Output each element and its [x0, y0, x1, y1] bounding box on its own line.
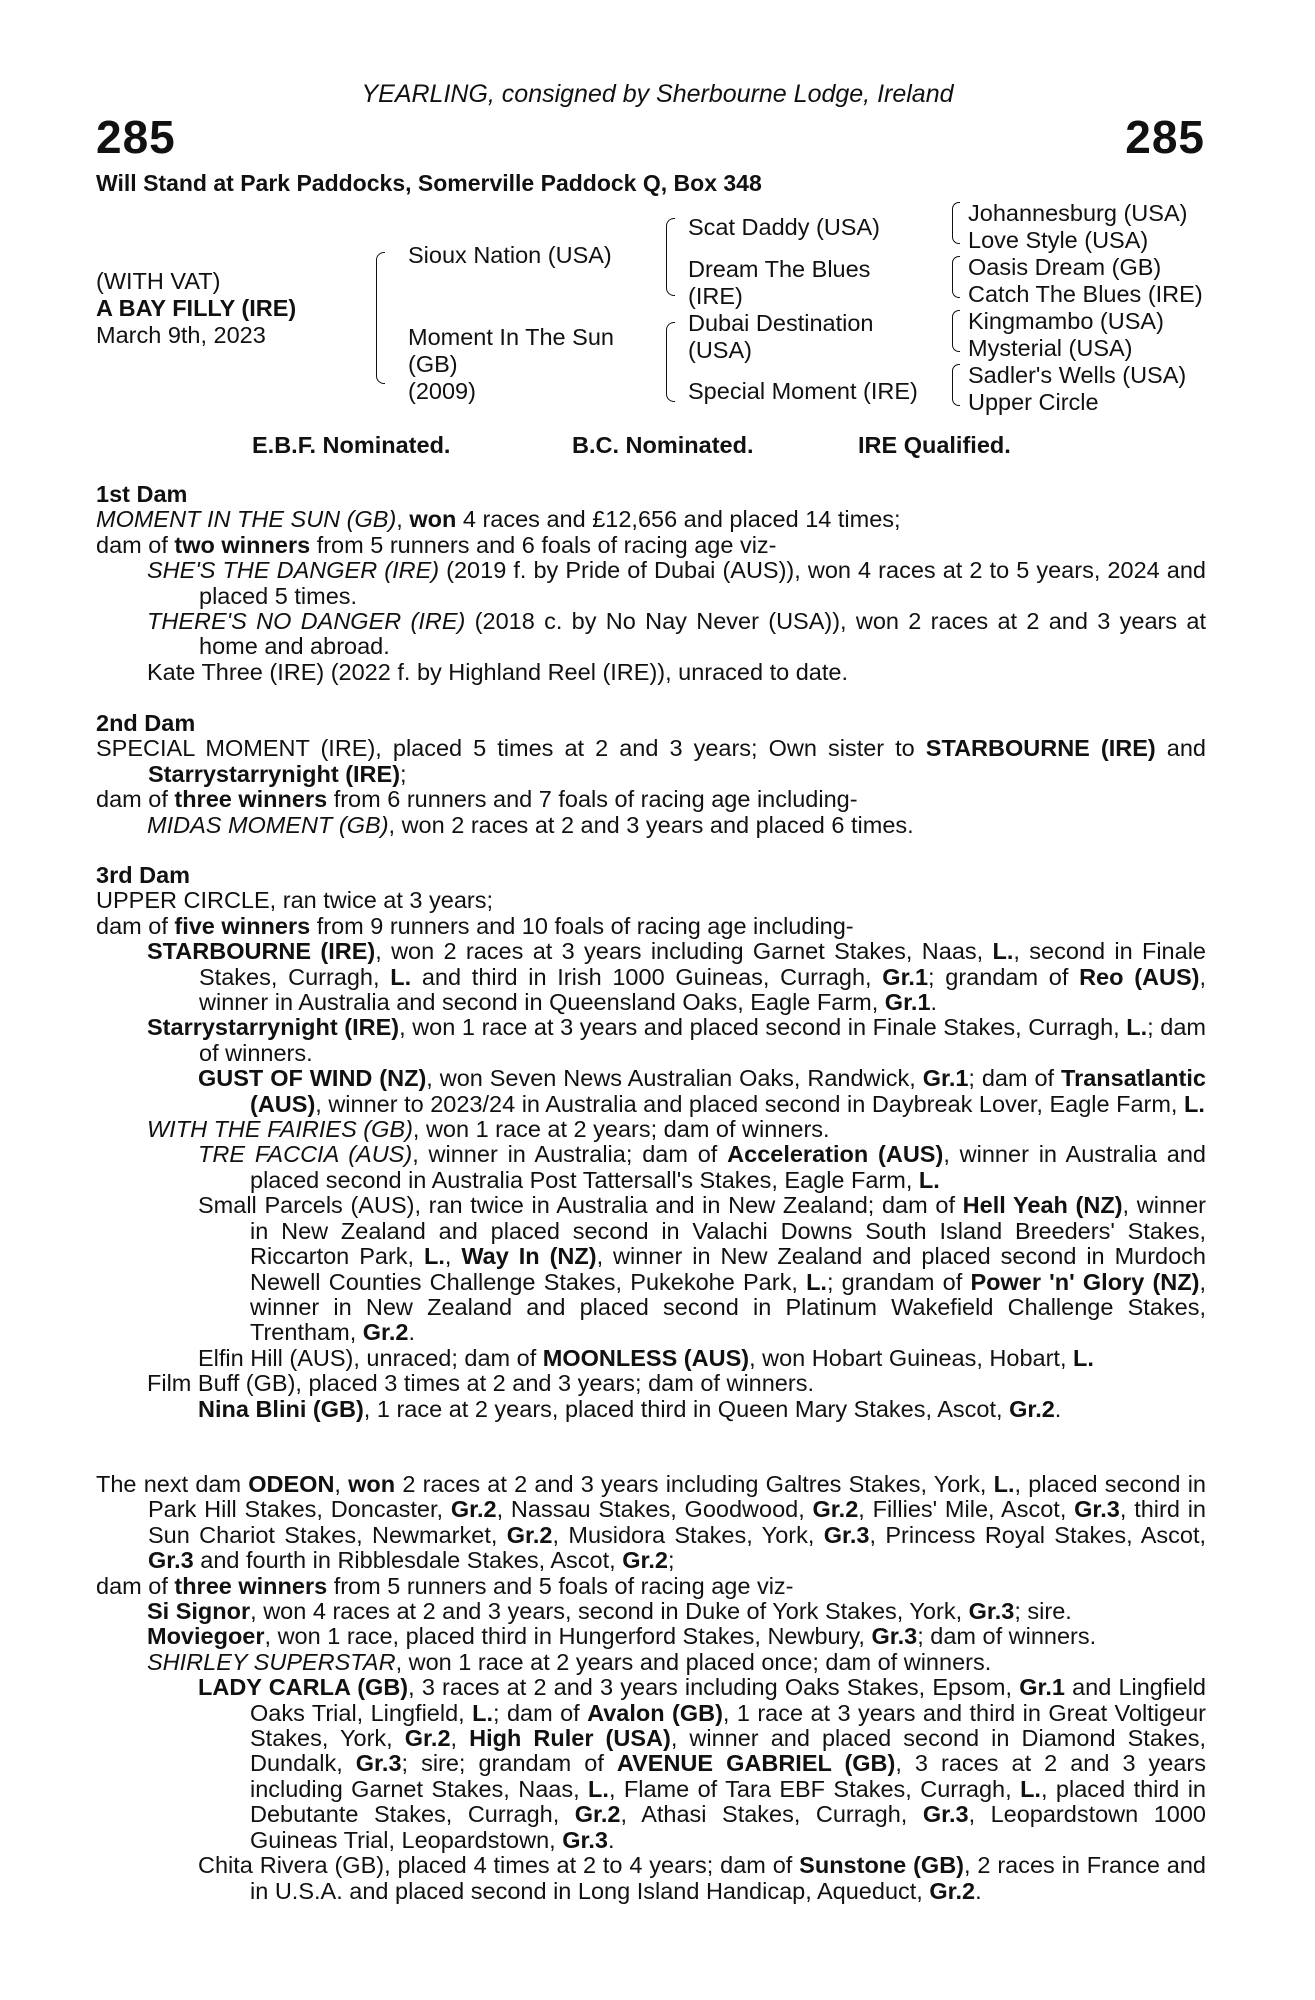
first-dam-section — [96, 482, 1206, 685]
pedigree-brace-sd — [952, 256, 960, 298]
ped-sdd: Catch The Blues (IRE) — [968, 281, 1203, 307]
ped-dsd: Mysterial (USA) — [968, 335, 1133, 361]
dam-dam: Special Moment (IRE) — [688, 378, 918, 404]
ped-dds: Sadler's Wells (USA) — [968, 362, 1187, 388]
pedigree-brace-1 — [376, 252, 385, 384]
produce-entry: SHE'S THE DANGER (IRE) (2019 f. by Pride of Dubai (AUS)), won 4 races at 2 to 5 years, 2024 and placed 5 times. — [147, 557, 1206, 609]
next-dam-line: The next dam ODEON, won 2 races at 2 and 3 years including Galtres Stakes, York, L., placed second in Park Hill Stakes, Doncaster, Gr.2, Nassau Stakes, Goodwood, Gr.2, Fillies' Mile, Ascot, Gr.3, third in Sun Chariot Stakes, Newmarket, Gr.2, Musidora Stakes, York, Gr.3, Princess Royal Stakes, Ascot, Gr.3 and fourth in Ribblesdale Stakes, Ascot, Gr.2; — [96, 1471, 1207, 1574]
second-dam-heading: 2nd Dam — [96, 710, 196, 736]
next-dam-section — [96, 1472, 1206, 1904]
first-dam-heading: 1st Dam — [96, 481, 188, 507]
ire-qualified: IRE Qualified. — [858, 432, 1011, 458]
third-dam-section — [96, 863, 1206, 1422]
dam-sire-line1: Dubai Destination — [688, 310, 874, 336]
dam-name-line1: Moment In The Sun — [408, 324, 614, 350]
produce-entry: Starrystarrynight (IRE), won 1 race at 3 years and placed second in Finale Stakes, Curragh, L.; dam of winners. — [147, 1014, 1206, 1066]
first-dam-line: MOMENT IN THE SUN (GB), won 4 races and £12,656 and placed 14 times; — [96, 506, 901, 533]
produce-entry: Nina Blini (GB), 1 race at 2 years, placed third in Queen Mary Stakes, Ascot, Gr.2. — [198, 1395, 1062, 1422]
second-dam-produce-summary: dam of three winners from 6 runners and 7 foals of racing age including- — [96, 786, 858, 813]
produce-entry: TRE FACCIA (AUS), winner in Australia; dam of Acceleration (AUS), winner in Australia and placed second in Australia Post Tattersall's Stakes, Eagle Farm, L. — [198, 1141, 1206, 1193]
ped-ddd: Upper Circle — [968, 389, 1099, 415]
lot-number-left: 285 — [96, 111, 176, 163]
produce-entry: Small Parcels (AUS), ran twice in Australia and in New Zealand; dam of Hell Yeah (NZ), winner in New Zealand and placed second in Valachi Downs South Island Breeders' Stakes, Riccarton Park, L., Way In (NZ), winner in New Zealand and placed second in Murdoch Newell Counties Challenge Stakes, Pukekohe Park, L.; grandam of Power 'n' Glory (NZ), winner in New Zealand and placed second in Platinum Wakefield Challenge Stakes, Trentham, Gr.2. — [198, 1192, 1207, 1346]
second-dam-line: SPECIAL MOMENT (IRE), placed 5 times at 2 and 3 years; Own sister to STARBOURNE (IRE) and Starrystarrynight (IRE); — [96, 735, 1206, 787]
ebf-nomination: E.B.F. Nominated. — [252, 432, 451, 458]
horse-dob: March 9th, 2023 — [96, 322, 266, 348]
produce-entry: THERE'S NO DANGER (IRE) (2018 c. by No Nay Never (USA)), won 2 races at 2 and 3 years at home and abroad. — [147, 608, 1206, 660]
produce-entry: Moviegoer, won 1 race, placed third in Hungerford Stakes, Newbury, Gr.3; dam of winners. — [147, 1623, 1097, 1650]
produce-entry: Chita Rivera (GB), placed 4 times at 2 to 4 years; dam of Sunstone (GB), 2 races in France and in U.S.A. and placed second in Long Island Handicap, Aqueduct, Gr.2. — [198, 1852, 1206, 1904]
produce-entry: Si Signor, won 4 races at 2 and 3 years, second in Duke of York Stakes, York, Gr.3; sire. — [147, 1598, 1072, 1625]
next-dam-produce-summary: dam of three winners from 5 runners and 5 foals of racing age viz- — [96, 1572, 794, 1599]
produce-entry: WITH THE FAIRIES (GB), won 1 race at 2 years; dam of winners. — [147, 1116, 830, 1143]
bc-nomination: B.C. Nominated. — [572, 432, 754, 458]
sire-name: Sioux Nation (USA) — [408, 242, 612, 268]
produce-entry: Kate Three (IRE) (2022 f. by Highland Reel (IRE)), unraced to date. — [147, 658, 848, 685]
produce-entry: MIDAS MOMENT (GB), won 2 races at 2 and 3 years and placed 6 times. — [147, 811, 914, 838]
lot-number-right: 285 — [1125, 111, 1205, 163]
dam-sire-line2: (USA) — [688, 337, 752, 363]
produce-entry: Elfin Hill (AUS), unraced; dam of MOONLESS (AUS), won Hobart Guineas, Hobart, L. — [198, 1344, 1094, 1371]
produce-entry: LADY CARLA (GB), 3 races at 2 and 3 years including Oaks Stakes, Epsom, Gr.1 and Lingfield Oaks Trial, Lingfield, L.; dam of Avalon (GB), 1 race at 3 years and third in Great Voltigeur Stakes, York, Gr.2, High Ruler (USA), winner and placed second in Diamond Stakes, Dundalk, Gr.3; sire; grandam of AVENUE GABRIEL (GB), 3 races at 2 and 3 years including Garnet Stakes, Naas, L., Flame of Tara EBF Stakes, Curragh, L., placed third in Debutante Stakes, Curragh, Gr.2, Athasi Stakes, Curragh, Gr.3, Leopardstown 1000 Guineas Trial, Leopardstown, Gr.3. — [198, 1674, 1207, 1853]
sire-dam-line1: Dream The Blues — [688, 256, 871, 282]
pedigree-brace-sire — [666, 218, 675, 296]
pedigree-brace-ss — [952, 202, 960, 244]
pedigree-brace-dd — [952, 364, 960, 406]
pedigree-brace-ds — [952, 310, 960, 352]
consignment-line: YEARLING, consigned by Sherbourne Lodge, Ireland — [361, 80, 954, 108]
sire-dam-line2: (IRE) — [688, 283, 743, 309]
ped-sds: Oasis Dream (GB) — [968, 254, 1162, 280]
ped-sss: Johannesburg (USA) — [968, 200, 1188, 226]
produce-entry: STARBOURNE (IRE), won 2 races at 3 years including Garnet Stakes, Naas, L., second in Finale Stakes, Curragh, L. and third in Irish 1000 Guineas, Curragh, Gr.1; grandam of Reo (AUS), winner in Australia and second in Queensland Oaks, Eagle Farm, Gr.1. — [147, 938, 1206, 1016]
sire-sire: Scat Daddy (USA) — [688, 214, 880, 240]
produce-entry: Film Buff (GB), placed 3 times at 2 and 3 years; dam of winners. — [147, 1370, 814, 1397]
horse-name: A BAY FILLY (IRE) — [96, 295, 297, 321]
produce-entry: SHIRLEY SUPERSTAR, won 1 race at 2 years and placed once; dam of winners. — [147, 1648, 992, 1675]
ped-dss: Kingmambo (USA) — [968, 308, 1164, 334]
stand-location: Will Stand at Park Paddocks, Somerville Paddock Q, Box 348 — [96, 170, 762, 196]
third-dam-line: UPPER CIRCLE, ran twice at 3 years; — [96, 887, 494, 914]
dam-name-line2: (GB) — [408, 351, 458, 377]
produce-entry: GUST OF WIND (NZ), won Seven News Australian Oaks, Randwick, Gr.1; dam of Transatlantic (AUS), winner to 2023/24 in Australia and placed second in Daybreak Lover, Eagle Farm, L. — [198, 1065, 1206, 1117]
third-dam-heading: 3rd Dam — [96, 862, 191, 888]
vat-note: (WITH VAT) — [96, 268, 221, 294]
pedigree-brace-dam — [666, 322, 675, 402]
dam-name-line3: (2009) — [408, 378, 476, 404]
first-dam-produce-summary: dam of two winners from 5 runners and 6 foals of racing age viz- — [96, 531, 777, 558]
ped-ssd: Love Style (USA) — [968, 227, 1149, 253]
third-dam-produce-summary: dam of five winners from 9 runners and 10 foals of racing age including- — [96, 912, 854, 939]
second-dam-section — [96, 711, 1206, 838]
